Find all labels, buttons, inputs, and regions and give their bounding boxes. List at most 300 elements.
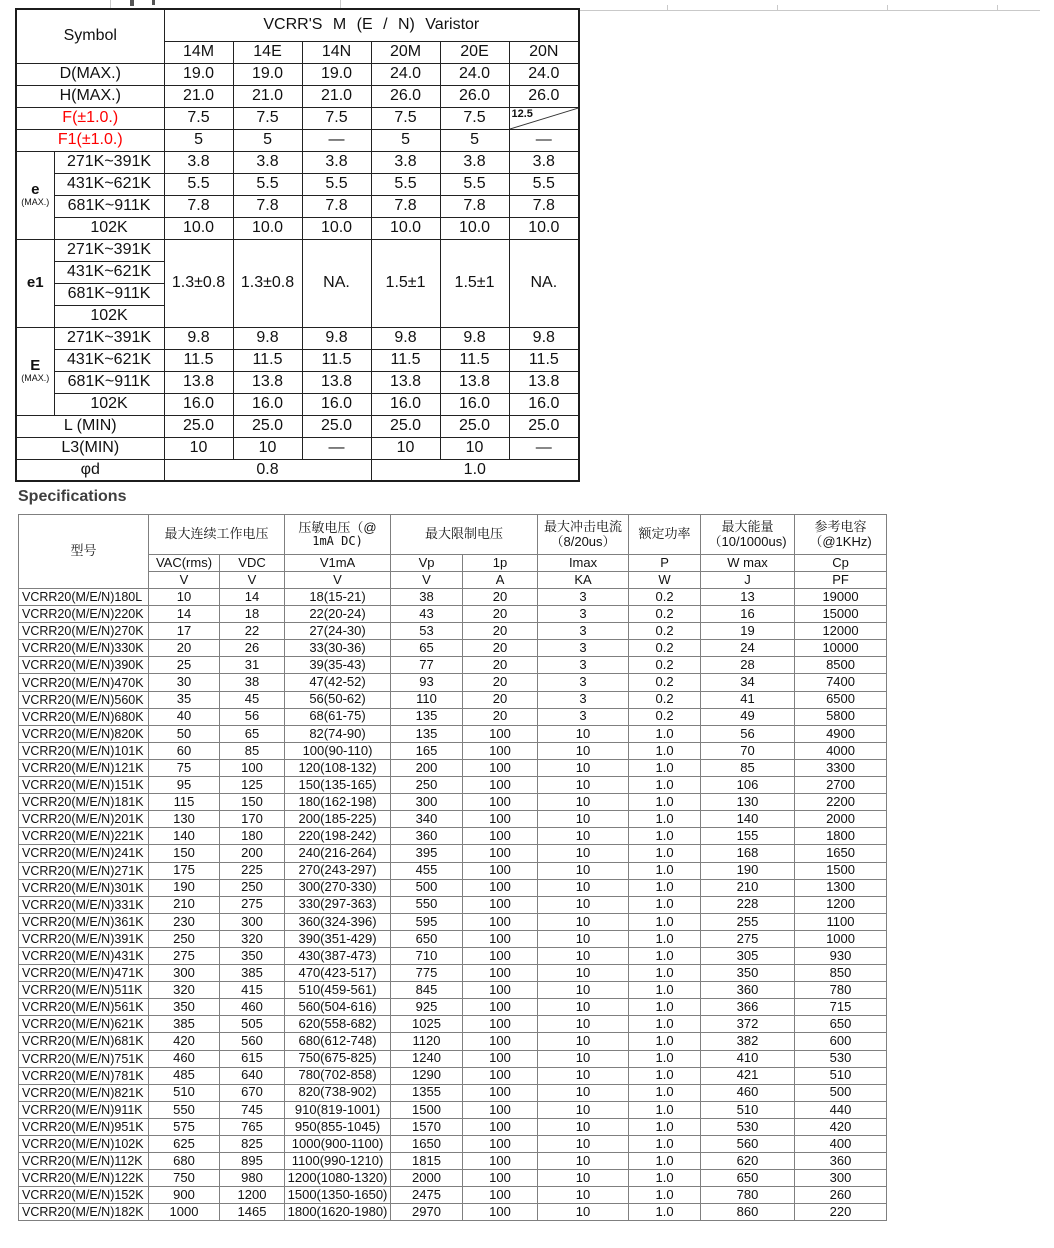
dim-row: [16, 459, 579, 481]
dim-cell: 11.5: [302, 349, 371, 371]
spec-value-cell: 10: [538, 828, 629, 845]
spec-value-cell: 20: [149, 640, 220, 657]
spec-model-cell: VCRR20(M/E/N)951K: [19, 1118, 149, 1135]
dimension-table-title: VCRR'S M (E / N) Varistor: [164, 9, 579, 41]
size-col-header: 14M: [164, 41, 233, 63]
spec-value-cell: 10: [538, 1136, 629, 1153]
dim-cell: 11.5: [233, 349, 302, 371]
spec-model-cell: VCRR20(M/E/N)331K: [19, 896, 149, 913]
spec-row: [19, 691, 887, 708]
spec-value-cell: 1200: [220, 1187, 285, 1204]
dim-cell: 19.0: [233, 63, 302, 85]
spec-value-cell: 35: [149, 691, 220, 708]
spec-row: [19, 947, 887, 964]
spec-value-cell: 10: [538, 1084, 629, 1101]
spec-value-cell: 100: [463, 982, 538, 999]
dim-cell: 7.5: [233, 107, 302, 129]
spec-value-cell: 10: [538, 1170, 629, 1187]
spec-value-cell: 360: [701, 982, 795, 999]
spec-value-cell: 560(504-616): [285, 999, 391, 1016]
dim-cell: 9.8: [233, 327, 302, 349]
spec-model-cell: VCRR20(M/E/N)781K: [19, 1067, 149, 1084]
spec-row: [19, 589, 887, 606]
spec-value-cell: 20: [463, 657, 538, 674]
spec-value-cell: 510: [149, 1084, 220, 1101]
size-col-header: 14N: [302, 41, 371, 63]
spec-value-cell: 3: [538, 657, 629, 674]
spec-value-cell: 1120: [391, 1033, 463, 1050]
spec-value-cell: 150(135-165): [285, 777, 391, 794]
spec-value-cell: 500: [795, 1084, 887, 1101]
spec-value-cell: 1.0: [629, 1118, 701, 1135]
unit-cell: A: [463, 572, 538, 589]
dim-cell: 10.0: [509, 217, 579, 239]
spec-model-cell: VCRR20(M/E/N)180L: [19, 589, 149, 606]
dim-cell: 13.8: [371, 371, 440, 393]
dim-cell: 3.8: [440, 151, 509, 173]
spec-value-cell: 10: [538, 1016, 629, 1033]
spec-model-cell: VCRR20(M/E/N)621K: [19, 1016, 149, 1033]
spec-value-cell: 550: [391, 896, 463, 913]
dim-range-label: 271K~391K: [54, 151, 164, 173]
spec-value-cell: 140: [701, 811, 795, 828]
spec-value-cell: 440: [795, 1101, 887, 1118]
dim-range-label: 102K: [54, 305, 164, 327]
spec-row: [19, 1050, 887, 1067]
dim-cell: 16.0: [302, 393, 371, 415]
spec-value-cell: 400: [795, 1136, 887, 1153]
spec-value-cell: 250: [391, 777, 463, 794]
spec-model-cell: VCRR20(M/E/N)820K: [19, 725, 149, 742]
symbol-cell: 1p: [463, 555, 538, 572]
dim-cell: 10.0: [233, 217, 302, 239]
spec-value-cell: 10: [538, 794, 629, 811]
spec-value-cell: 300: [220, 913, 285, 930]
spec-value-cell: 745: [220, 1101, 285, 1118]
spec-value-cell: 85: [701, 759, 795, 776]
spec-value-cell: 228: [701, 896, 795, 913]
spec-row: [19, 999, 887, 1016]
spec-value-cell: 100: [463, 845, 538, 862]
dim-cell: 25.0: [509, 415, 579, 437]
spec-value-cell: 0.2: [629, 674, 701, 691]
symbol-cell: P: [629, 555, 701, 572]
spec-value-cell: 350: [149, 999, 220, 1016]
spec-value-cell: 22(20-24): [285, 606, 391, 623]
spec-value-cell: 550: [149, 1101, 220, 1118]
spec-model-cell: VCRR20(M/E/N)681K: [19, 1033, 149, 1050]
dimension-table: [15, 8, 580, 482]
spec-value-cell: 14: [220, 589, 285, 606]
spec-value-cell: 28: [701, 657, 795, 674]
spec-value-cell: 925: [391, 999, 463, 1016]
spec-value-cell: 75: [149, 759, 220, 776]
dim-cell: 13.8: [509, 371, 579, 393]
size-col-header: 20E: [440, 41, 509, 63]
spec-value-cell: 135: [391, 725, 463, 742]
dim-row: [16, 415, 579, 437]
spec-value-cell: 6500: [795, 691, 887, 708]
spec-value-cell: 120(108-132): [285, 759, 391, 776]
dim-row: [16, 63, 579, 85]
spec-value-cell: 19000: [795, 589, 887, 606]
dim-range-label: 431K~621K: [54, 349, 164, 371]
spec-value-cell: 895: [220, 1153, 285, 1170]
spec-value-cell: 10: [538, 777, 629, 794]
spec-value-cell: 530: [701, 1118, 795, 1135]
symbol-cell: W max: [701, 555, 795, 572]
spec-row: [19, 623, 887, 640]
dim-cell: 5.5: [371, 173, 440, 195]
dim-cell: 9.8: [440, 327, 509, 349]
spec-value-cell: 10: [538, 1050, 629, 1067]
spec-value-cell: 200: [391, 759, 463, 776]
spec-value-cell: 825: [220, 1136, 285, 1153]
dim-cell: 1.3±0.8: [233, 239, 302, 327]
spec-value-cell: 415: [220, 982, 285, 999]
spec-value-cell: 100: [463, 965, 538, 982]
spec-row: [19, 1067, 887, 1084]
symbol-cell: VAC(rms): [149, 555, 220, 572]
dim-cell: 5: [233, 129, 302, 151]
spec-row: [19, 1033, 887, 1050]
dim-cell: 9.8: [509, 327, 579, 349]
max-surge-current-header: 最大冲击电流 （8/20us）: [538, 515, 629, 555]
spec-value-cell: 100: [463, 828, 538, 845]
dim-cell: —: [302, 437, 371, 459]
spec-row: [19, 1136, 887, 1153]
spec-value-cell: 16: [701, 606, 795, 623]
dim-cell: 0.8: [164, 459, 371, 481]
dim-row: [16, 129, 579, 151]
unit-cell: PF: [795, 572, 887, 589]
spec-value-cell: 270(243-297): [285, 862, 391, 879]
dim-cell: 16.0: [164, 393, 233, 415]
spec-row: [19, 1170, 887, 1187]
spec-value-cell: 640: [220, 1067, 285, 1084]
spec-model-cell: VCRR20(M/E/N)201K: [19, 811, 149, 828]
spec-model-cell: VCRR20(M/E/N)271K: [19, 862, 149, 879]
spec-value-cell: 56(50-62): [285, 691, 391, 708]
dim-cell: 10: [233, 437, 302, 459]
phi-d-label: φd: [16, 459, 164, 481]
dim-cell: 3.8: [164, 151, 233, 173]
spec-value-cell: 775: [391, 965, 463, 982]
model-column-header: 型号: [19, 515, 149, 589]
size-col-header: 20M: [371, 41, 440, 63]
spec-value-cell: 100: [463, 1101, 538, 1118]
spec-value-cell: 1240: [391, 1050, 463, 1067]
spec-value-cell: 100(90-110): [285, 742, 391, 759]
spec-value-cell: 500: [391, 879, 463, 896]
gridline-artifact: [887, 5, 888, 11]
dim-row: [16, 195, 579, 217]
spec-value-cell: 10: [538, 982, 629, 999]
spec-value-cell: 106: [701, 777, 795, 794]
spec-value-cell: 220: [795, 1204, 887, 1221]
spec-value-cell: 2700: [795, 777, 887, 794]
spec-value-cell: 100: [463, 999, 538, 1016]
dim-cell: 10: [440, 437, 509, 459]
dim-range-label: 102K: [54, 217, 164, 239]
spec-value-cell: 1.0: [629, 965, 701, 982]
symbol-cell: V1mA: [285, 555, 391, 572]
spec-row: [19, 811, 887, 828]
spec-value-cell: 1.0: [629, 1084, 701, 1101]
symbol-header: Symbol: [16, 9, 164, 63]
spec-model-cell: VCRR20(M/E/N)122K: [19, 1170, 149, 1187]
spec-value-cell: 1.0: [629, 1187, 701, 1204]
dim-row: [16, 371, 579, 393]
dim-cell: 7.5: [164, 107, 233, 129]
spec-value-cell: 1.0: [629, 930, 701, 947]
spec-value-cell: 670: [220, 1084, 285, 1101]
spec-value-cell: 25: [149, 657, 220, 674]
spec-header-unit-row: [19, 572, 887, 589]
spec-value-cell: 100: [463, 879, 538, 896]
spec-value-cell: 1.0: [629, 862, 701, 879]
spec-value-cell: 505: [220, 1016, 285, 1033]
spec-value-cell: 190: [701, 862, 795, 879]
dim-range-label: 102K: [54, 393, 164, 415]
spec-value-cell: 12000: [795, 623, 887, 640]
spec-value-cell: 305: [701, 947, 795, 964]
spec-value-cell: 18: [220, 606, 285, 623]
symbol-cell: Cp: [795, 555, 887, 572]
spec-value-cell: 220(198-242): [285, 828, 391, 845]
spec-value-cell: 0.2: [629, 606, 701, 623]
spec-value-cell: 150: [220, 794, 285, 811]
spec-value-cell: 300: [795, 1170, 887, 1187]
spec-value-cell: 110: [391, 691, 463, 708]
spec-value-cell: 168: [701, 845, 795, 862]
spec-value-cell: 230: [149, 913, 220, 930]
spec-value-cell: 225: [220, 862, 285, 879]
spec-value-cell: 620(558-682): [285, 1016, 391, 1033]
spec-model-cell: VCRR20(M/E/N)470K: [19, 674, 149, 691]
spec-row: [19, 674, 887, 691]
spec-value-cell: 100: [463, 1136, 538, 1153]
spec-row: [19, 982, 887, 999]
dim-cell: 3.8: [302, 151, 371, 173]
spec-model-cell: VCRR20(M/E/N)270K: [19, 623, 149, 640]
spec-value-cell: 845: [391, 982, 463, 999]
spec-value-cell: 250: [220, 879, 285, 896]
dim-cell: 7.8: [164, 195, 233, 217]
spec-model-cell: VCRR20(M/E/N)391K: [19, 930, 149, 947]
spec-value-cell: 10: [538, 1101, 629, 1118]
dim-cell: 11.5: [440, 349, 509, 371]
spec-value-cell: 65: [220, 725, 285, 742]
spec-value-cell: 615: [220, 1050, 285, 1067]
spec-value-cell: 2475: [391, 1187, 463, 1204]
spec-value-cell: 275: [701, 930, 795, 947]
spec-value-cell: 3: [538, 589, 629, 606]
spec-value-cell: 1025: [391, 1016, 463, 1033]
unit-cell: J: [701, 572, 795, 589]
spec-value-cell: 625: [149, 1136, 220, 1153]
spec-row: [19, 896, 887, 913]
dim-cell: 21.0: [164, 85, 233, 107]
symbol-cell: Imax: [538, 555, 629, 572]
spec-row: [19, 965, 887, 982]
dim-cell: 1.3±0.8: [164, 239, 233, 327]
spec-model-cell: VCRR20(M/E/N)680K: [19, 708, 149, 725]
dim-row-label: F(±1.0.): [16, 107, 164, 129]
spec-value-cell: 240(216-264): [285, 845, 391, 862]
dim-cell: 5.5: [509, 173, 579, 195]
spec-value-cell: 82(74-90): [285, 725, 391, 742]
spec-value-cell: 750(675-825): [285, 1050, 391, 1067]
dim-cell: 9.8: [164, 327, 233, 349]
spec-row: [19, 640, 887, 657]
spec-value-cell: 5800: [795, 708, 887, 725]
spec-value-cell: 255: [701, 913, 795, 930]
spec-value-cell: 10: [538, 1067, 629, 1084]
spec-value-cell: 140: [149, 828, 220, 845]
spec-value-cell: 1.0: [629, 913, 701, 930]
dim-row: [16, 349, 579, 371]
dim-cell: 7.5: [302, 107, 371, 129]
dim-row: [16, 85, 579, 107]
dim-row-label: D(MAX.): [16, 63, 164, 85]
spec-value-cell: 180: [220, 828, 285, 845]
spec-value-cell: 560: [701, 1136, 795, 1153]
spec-value-cell: 1.0: [629, 845, 701, 862]
spec-value-cell: 1465: [220, 1204, 285, 1221]
dim-cell-diagonal: [509, 107, 579, 129]
spec-value-cell: 780: [795, 982, 887, 999]
dim-cell: NA.: [302, 239, 371, 327]
spec-model-cell: VCRR20(M/E/N)181K: [19, 794, 149, 811]
dim-cell: —: [509, 437, 579, 459]
spec-value-cell: 780: [701, 1187, 795, 1204]
spec-value-cell: 17: [149, 623, 220, 640]
spec-value-cell: 575: [149, 1118, 220, 1135]
dim-row-label: L (MIN): [16, 415, 164, 437]
spec-row: [19, 930, 887, 947]
dim-cell: 24.0: [440, 63, 509, 85]
spec-value-cell: 3: [538, 674, 629, 691]
dim-cell: 10: [371, 437, 440, 459]
spec-value-cell: 14: [149, 606, 220, 623]
spec-header-group-row: [19, 515, 887, 555]
spec-value-cell: 1800: [795, 828, 887, 845]
spec-value-cell: 50: [149, 725, 220, 742]
specifications-table: [18, 514, 887, 1221]
spec-model-cell: VCRR20(M/E/N)361K: [19, 913, 149, 930]
spec-value-cell: 1.0: [629, 1033, 701, 1050]
spec-value-cell: 20: [463, 674, 538, 691]
spec-model-cell: VCRR20(M/E/N)182K: [19, 1204, 149, 1221]
dim-cell: 1.5±1: [440, 239, 509, 327]
spec-value-cell: 385: [149, 1016, 220, 1033]
spec-value-cell: 135: [391, 708, 463, 725]
spec-value-cell: 366: [701, 999, 795, 1016]
spec-value-cell: 100: [463, 811, 538, 828]
unit-cell: V: [391, 572, 463, 589]
spec-value-cell: 93: [391, 674, 463, 691]
spec-value-cell: 100: [463, 1016, 538, 1033]
spec-value-cell: 3: [538, 640, 629, 657]
spec-value-cell: 1.0: [629, 811, 701, 828]
dim-cell: 13.8: [233, 371, 302, 393]
dim-cell: NA.: [509, 239, 579, 327]
spec-value-cell: 530: [795, 1050, 887, 1067]
spec-model-cell: VCRR20(M/E/N)911K: [19, 1101, 149, 1118]
spec-row: [19, 1118, 887, 1135]
spec-model-cell: VCRR20(M/E/N)102K: [19, 1136, 149, 1153]
spec-value-cell: 200: [220, 845, 285, 862]
dim-range-label: 681K~911K: [54, 283, 164, 305]
spec-value-cell: 1800(1620-1980): [285, 1204, 391, 1221]
spec-value-cell: 100: [463, 1050, 538, 1067]
dim-cell: 19.0: [164, 63, 233, 85]
dim-range-label: 271K~391K: [54, 327, 164, 349]
spec-model-cell: VCRR20(M/E/N)471K: [19, 965, 149, 982]
spec-value-cell: 53: [391, 623, 463, 640]
spec-value-cell: 1500(1350-1650): [285, 1187, 391, 1204]
spec-value-cell: 1.0: [629, 896, 701, 913]
dim-cell: 5.5: [440, 173, 509, 195]
spec-value-cell: 10: [538, 999, 629, 1016]
spec-value-cell: 1.0: [629, 777, 701, 794]
spec-value-cell: 60: [149, 742, 220, 759]
spec-value-cell: 10: [538, 845, 629, 862]
spec-value-cell: 10: [538, 879, 629, 896]
spec-row: [19, 913, 887, 930]
spec-value-cell: 100: [463, 947, 538, 964]
dim-cell: 19.0: [302, 63, 371, 85]
rated-power-header: 额定功率: [629, 515, 701, 555]
spec-value-cell: 20: [463, 708, 538, 725]
spec-value-cell: 900: [149, 1187, 220, 1204]
spec-value-cell: 49: [701, 708, 795, 725]
spec-value-cell: 680(612-748): [285, 1033, 391, 1050]
spec-value-cell: 470(423-517): [285, 965, 391, 982]
spec-value-cell: 150: [149, 845, 220, 862]
spec-value-cell: 1650: [391, 1136, 463, 1153]
spec-value-cell: 1.0: [629, 982, 701, 999]
dim-cell: 13.8: [440, 371, 509, 393]
spec-value-cell: 10000: [795, 640, 887, 657]
dim-cell: 7.5: [371, 107, 440, 129]
spec-value-cell: 100: [463, 1170, 538, 1187]
spec-value-cell: 650: [391, 930, 463, 947]
dim-cell: 21.0: [233, 85, 302, 107]
spec-model-cell: VCRR20(M/E/N)151K: [19, 777, 149, 794]
spec-value-cell: 1.0: [629, 1170, 701, 1187]
spec-model-cell: VCRR20(M/E/N)390K: [19, 657, 149, 674]
dim-cell: 7.8: [302, 195, 371, 217]
spec-value-cell: 210: [701, 879, 795, 896]
spec-value-cell: 395: [391, 845, 463, 862]
spec-value-cell: 1570: [391, 1118, 463, 1135]
spec-value-cell: 3: [538, 708, 629, 725]
dim-cell: 12.5: [511, 107, 533, 120]
spec-value-cell: 1300: [795, 879, 887, 896]
spec-value-cell: 1500: [391, 1101, 463, 1118]
spec-value-cell: 980: [220, 1170, 285, 1187]
ref-capacitance-header: 参考电容 （@1KHz): [795, 515, 887, 555]
spec-value-cell: 1.0: [629, 999, 701, 1016]
spec-value-cell: 100: [463, 794, 538, 811]
spec-value-cell: 1100: [795, 913, 887, 930]
spec-value-cell: 130: [701, 794, 795, 811]
spec-value-cell: 765: [220, 1118, 285, 1135]
spec-value-cell: 420: [149, 1033, 220, 1050]
spec-value-cell: 100: [463, 725, 538, 742]
